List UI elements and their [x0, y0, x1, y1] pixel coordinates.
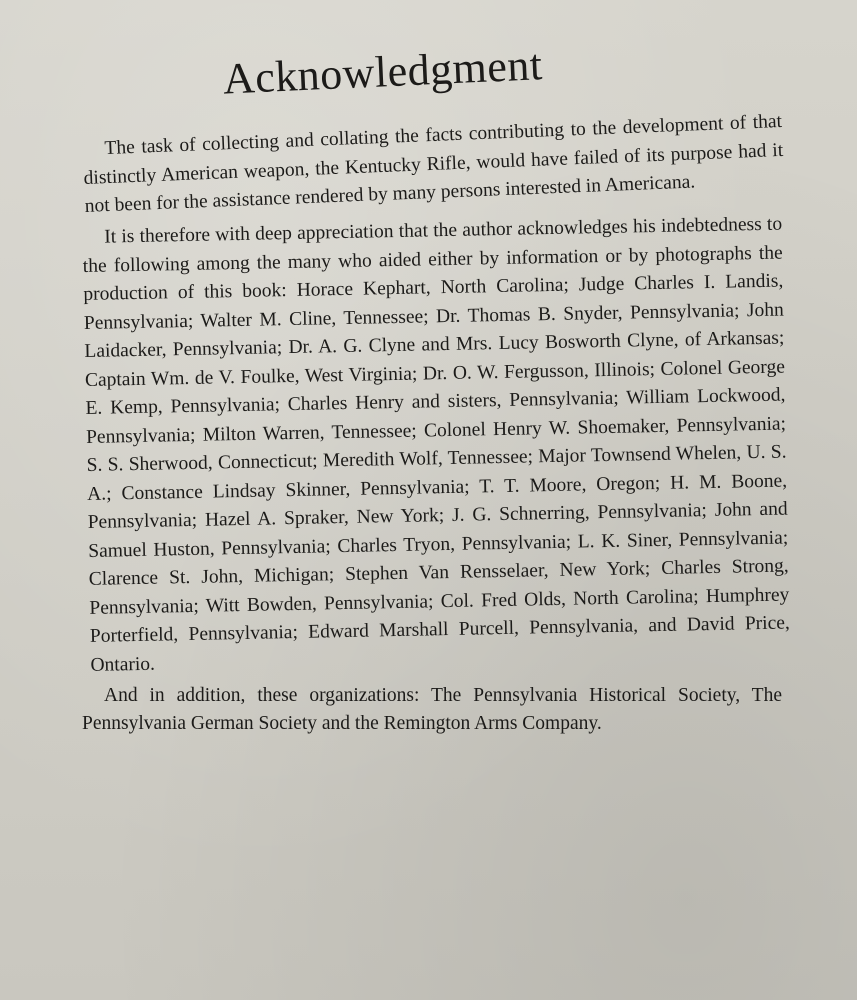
paragraph-intro: The task of collecting and collating the facts contributing to the development of that distinctly American weapon, the Kentucky Rifle, would have failed of its purpose had it not been for the assistance rendered by many persons interested in Americana. — [83, 111, 784, 218]
page-title: Acknowledgment — [221, 40, 544, 104]
paragraph-acknowledgements-list: It is therefore with deep appreciation that the author acknowledges his indebtedness to the following among the many who aided either by information or by photographs the production of this book: Horace Kephart, North Carolina; Judge Charles I. Landis, Pennsylvania; Walter M. Cline, Tennessee; Dr. Thomas B. Snyder, Pennsylvania; John Laidacker, Pennsylvania; Dr. A. G. Clyne and Mrs. Lucy Bosworth Clyne, of Arkansas; Captain Wm. de V. Foulke, West Virginia; Dr. O. W. Fergusson, Illinois; Colonel George E. Kemp, Pennsylvania; Charles Henry and sisters, Pennsylvania; William Lockwood, Pennsylvania; Milton Warren, Tennessee; Colonel Henry W. Shoemaker, Pennsylvania; S. S. Sherwood, Connecticut; Meredith Wolf, Tennessee; Major Townsend Whelen, U. S. A.; Constance Lindsay Skinner, Pennsylvania; T. T. Moore, Oregon; H. M. Boone, Pennsylvania; Hazel A. Spraker, New York; J. G. Schnerring, Pennsylvania; John and Samuel Huston, Pennsylvania; Charles Tryon, Pennsylvania; L. K. Siner, Pennsylvania; Clarence St. John, Michigan; Stephen Van Rensselaer, New York; Charles Strong, Pennsylvania; Witt Bowden, Pennsylvania; Col. Fred Olds, North Carolina; Humphrey Porterfield, Pennsylvania; Edward Marshall Purcell, Pennsylvania, and David Price, Ontario. — [82, 213, 790, 676]
paragraph-organizations: And in addition, these organizations: The Pennsylvania Historical Society, The Pennsylvania German Society and the Remington Arms Company. — [82, 684, 782, 735]
acknowledgment-section — [82, 40, 790, 739]
